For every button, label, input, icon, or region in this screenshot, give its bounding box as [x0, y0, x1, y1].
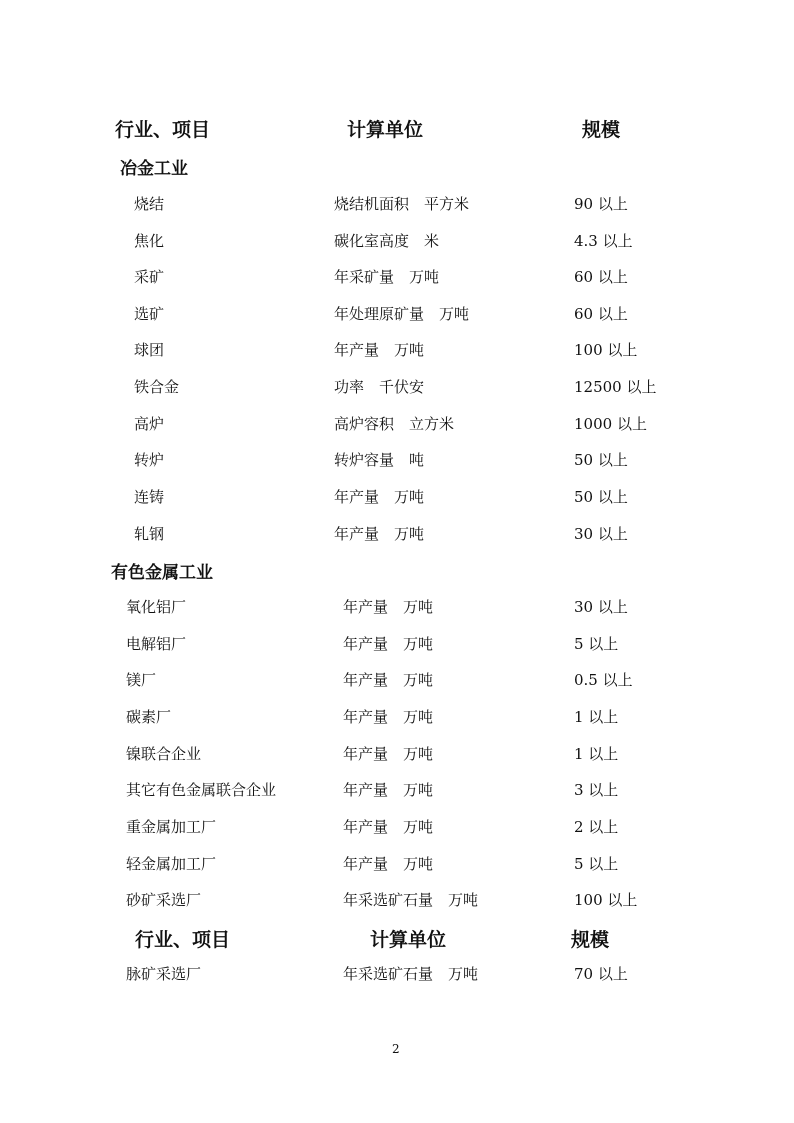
row-scale: 100 以上 — [574, 341, 638, 359]
row-scale: 50 以上 — [574, 488, 628, 506]
row-item: 碳素厂 — [126, 708, 172, 726]
row-unit: 烧结机面积 平方米 — [334, 195, 470, 213]
column-header-item-repeat: 行业、项目 — [135, 929, 231, 951]
row-scale: 3 以上 — [574, 781, 619, 799]
row-unit: 年采选矿石量 万吨 — [343, 965, 479, 983]
row-unit: 年产量 万吨 — [343, 745, 434, 763]
row-item: 铁合金 — [134, 378, 180, 396]
row-scale: 30 以上 — [574, 525, 628, 543]
section-title-nonferrous: 有色金属工业 — [111, 563, 213, 583]
row-item: 砂矿采选厂 — [126, 891, 202, 909]
column-header-unit: 计算单位 — [347, 119, 424, 141]
row-item: 轧钢 — [134, 525, 165, 543]
row-unit: 年处理原矿量 万吨 — [334, 305, 470, 323]
row-item: 焦化 — [134, 232, 165, 250]
row-unit: 年产量 万吨 — [343, 708, 434, 726]
row-scale: 0.5 以上 — [574, 671, 633, 689]
row-unit: 年产量 万吨 — [334, 525, 425, 543]
row-item: 镍联合企业 — [126, 745, 202, 763]
column-header-item: 行业、项目 — [115, 119, 211, 141]
row-unit: 年采选矿石量 万吨 — [343, 891, 479, 909]
row-scale: 5 以上 — [574, 855, 619, 873]
row-scale: 60 以上 — [574, 268, 628, 286]
row-item: 脉矿采选厂 — [126, 965, 202, 983]
column-header-scale-repeat: 规模 — [571, 929, 610, 951]
row-scale: 90 以上 — [574, 195, 628, 213]
row-item: 轻金属加工厂 — [126, 855, 217, 873]
row-scale: 30 以上 — [574, 598, 628, 616]
row-item: 其它有色金属联合企业 — [126, 781, 277, 799]
row-scale: 1000 以上 — [574, 415, 647, 433]
row-item: 电解铝厂 — [126, 635, 187, 653]
row-unit: 年采矿量 万吨 — [334, 268, 440, 286]
row-scale: 60 以上 — [574, 305, 628, 323]
section-title-metallurgy: 冶金工业 — [120, 159, 188, 179]
row-unit: 高炉容积 立方米 — [334, 415, 455, 433]
row-scale: 4.3 以上 — [574, 232, 633, 250]
row-item: 高炉 — [134, 415, 165, 433]
row-unit: 年产量 万吨 — [343, 781, 434, 799]
row-item: 采矿 — [134, 268, 165, 286]
row-scale: 2 以上 — [574, 818, 619, 836]
row-item: 连铸 — [134, 488, 165, 506]
row-item: 选矿 — [134, 305, 165, 323]
row-unit: 碳化室高度 米 — [334, 232, 440, 250]
row-unit: 年产量 万吨 — [343, 855, 434, 873]
row-unit: 年产量 万吨 — [343, 598, 434, 616]
row-scale: 100 以上 — [574, 891, 638, 909]
row-scale: 12500 以上 — [574, 378, 657, 396]
row-unit: 转炉容量 吨 — [334, 451, 425, 469]
row-unit: 年产量 万吨 — [343, 818, 434, 836]
page-number: 2 — [392, 1042, 400, 1056]
row-scale: 50 以上 — [574, 451, 628, 469]
row-item: 烧结 — [134, 195, 165, 213]
column-header-unit-repeat: 计算单位 — [370, 929, 447, 951]
row-item: 球团 — [134, 341, 165, 359]
row-scale: 1 以上 — [574, 708, 619, 726]
column-header-scale: 规模 — [582, 119, 621, 141]
row-unit: 年产量 万吨 — [343, 671, 434, 689]
row-unit: 年产量 万吨 — [334, 488, 425, 506]
row-scale: 70 以上 — [574, 965, 628, 983]
row-unit: 功率 千伏安 — [334, 378, 425, 396]
row-item: 氧化铝厂 — [126, 598, 187, 616]
row-scale: 5 以上 — [574, 635, 619, 653]
row-item: 镁厂 — [126, 671, 157, 689]
row-item: 重金属加工厂 — [126, 818, 217, 836]
row-scale: 1 以上 — [574, 745, 619, 763]
row-item: 转炉 — [134, 451, 165, 469]
row-unit: 年产量 万吨 — [343, 635, 434, 653]
row-unit: 年产量 万吨 — [334, 341, 425, 359]
